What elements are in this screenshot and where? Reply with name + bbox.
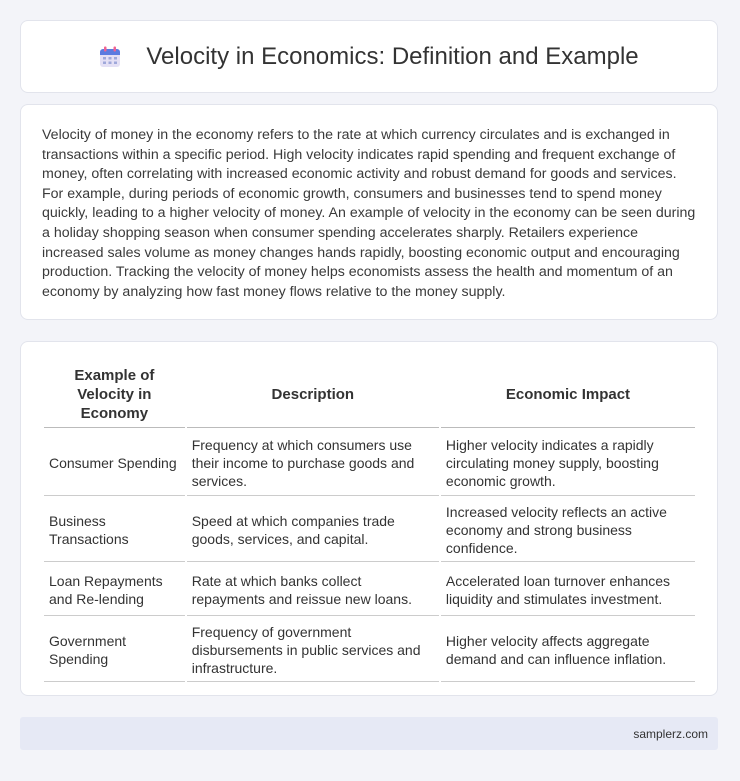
table-cell: Loan Repayments and Re-lending	[44, 564, 185, 616]
table-cell: Government Spending	[44, 618, 185, 682]
velocity-table	[42, 360, 697, 684]
table-cell: Frequency of government disbursements in public services and infrastructure.	[187, 618, 439, 682]
table-row	[44, 564, 695, 616]
column-header-description: Description	[187, 362, 439, 428]
table-cell: Increased velocity reflects an active economy and strong business confidence.	[441, 498, 695, 562]
table-cell: Consumer Spending	[44, 430, 185, 496]
table-cell: Higher velocity affects aggregate demand and can influence inflation.	[441, 618, 695, 682]
page-title: Velocity in Economics: Definition and Example	[146, 42, 639, 70]
table-header-row	[44, 362, 695, 428]
table-row	[44, 618, 695, 682]
table-cell: Accelerated loan turnover enhances liquidity and stimulates investment.	[441, 564, 695, 616]
table-row	[44, 498, 695, 562]
footer	[20, 717, 718, 750]
table-cell: Business Transactions	[44, 498, 185, 562]
column-header-impact: Economic Impact	[441, 362, 695, 428]
table-cell: Higher velocity indicates a rapidly circulating money supply, boosting economic growth.	[441, 430, 695, 496]
intro-paragraph: Velocity of money in the economy refers to the rate at which currency circulates and is exchanged in transactions within a specific period. High velocity indicates rapid spending and frequent exchange of money, often correlating with increased economic activity and robust demand for goods and services. For example, during periods of economic growth, consumers and businesses tend to spend money quickly, leading to a higher velocity of money. An example of velocity in the economy can be seen during a holiday shopping season when consumer spending accelerates sharply. Retailers experience increased sales volume as money changes hands rapidly, boosting economic output and encouraging production. Tracking the velocity of money helps economists assess the health and momentum of an economy by analyzing how fast money flows relative to the money supply.	[42, 127, 696, 300]
title-card	[20, 20, 718, 93]
table-cell: Rate at which banks collect repayments and reissue new loans.	[187, 564, 439, 616]
table-card	[20, 341, 718, 696]
table-row	[44, 430, 695, 496]
intro-card	[20, 104, 718, 320]
table-cell: Speed at which companies trade goods, services, and capital.	[187, 498, 439, 562]
column-header-example: Example of Velocity in Economy	[44, 362, 185, 428]
calendar-icon	[99, 46, 121, 68]
footer-site-link[interactable]: samplerz.com	[633, 727, 708, 741]
table-cell: Frequency at which consumers use their income to purchase goods and services.	[187, 430, 439, 496]
